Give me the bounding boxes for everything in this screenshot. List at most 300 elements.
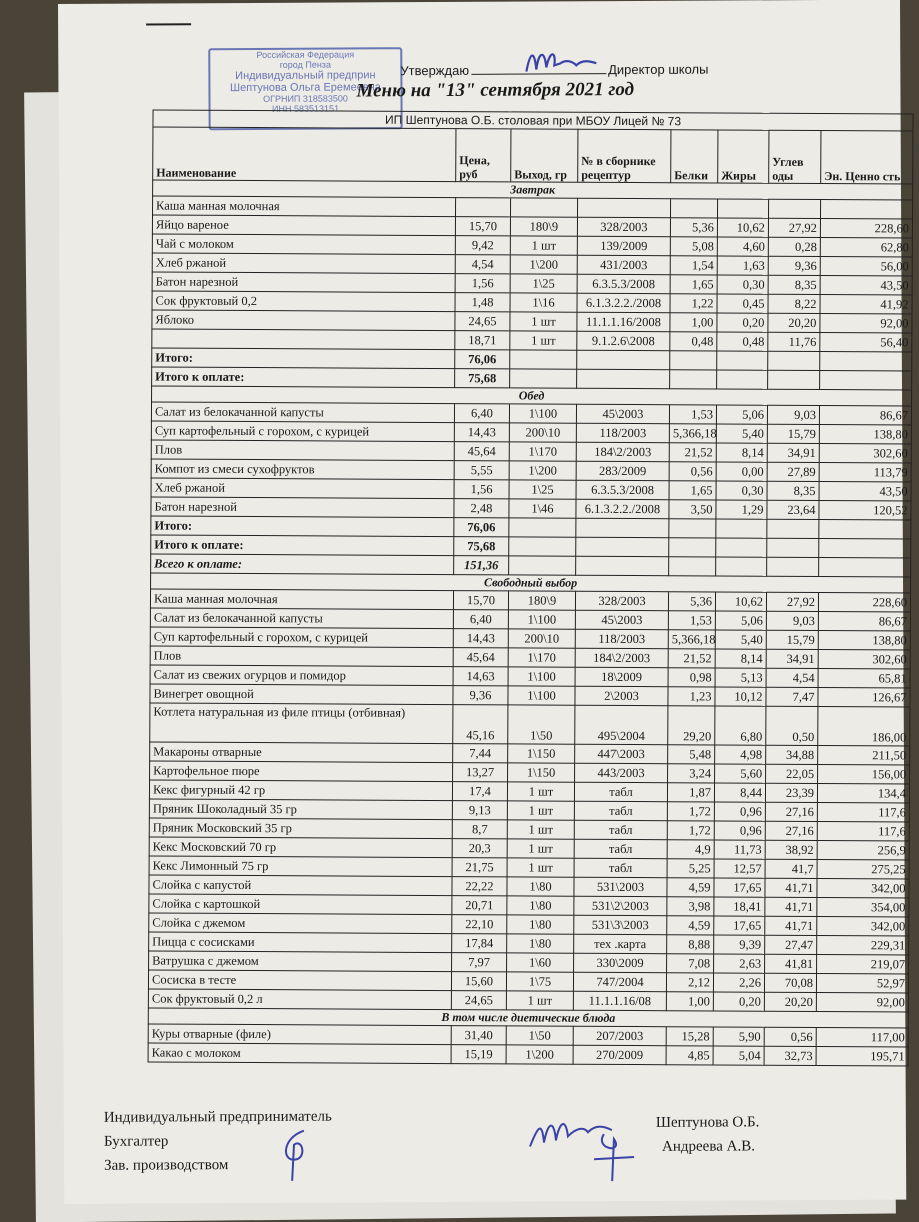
- cell-energy: 195,71: [816, 1046, 908, 1065]
- header-row: [153, 127, 913, 184]
- cell-price: 22,22: [452, 877, 507, 896]
- menu-document: [58, 0, 910, 1204]
- empty-cell: [768, 351, 820, 370]
- cell-dish-name: Хлеб ржаной: [152, 253, 455, 274]
- cell-price: 5,55: [454, 461, 509, 480]
- total-value: 151,36: [454, 556, 509, 575]
- cell-protein: 2,12: [666, 973, 713, 992]
- cell-recipe-number: 6.1.3.2.2./2008: [576, 499, 669, 518]
- cell-recipe-number: 2\2003: [575, 686, 668, 705]
- cell-protein: 3,50: [669, 500, 716, 519]
- cell-price: 15,19: [451, 1045, 506, 1064]
- total-value: 75,68: [455, 369, 510, 388]
- cell-energy: [820, 200, 912, 219]
- cell-dish-name: Салат из белокачанной капусты: [150, 608, 453, 629]
- cell-energy: 134,4: [817, 783, 909, 802]
- cell-carbs: 0,28: [768, 237, 820, 256]
- cell-price: 1,56: [454, 480, 509, 499]
- cell-recipe-number: 6.3.5.3/2008: [576, 480, 669, 499]
- empty-cell: [820, 352, 912, 371]
- cell-yield: 1\200: [510, 255, 577, 274]
- cell-recipe-number: [577, 198, 670, 217]
- empty-cell: [768, 370, 820, 389]
- total-label: Итого к оплате:: [151, 535, 454, 556]
- cell-carbs: 0,56: [764, 1027, 816, 1046]
- cell-dish-name: Кекс Московский 70 гр: [149, 837, 452, 858]
- cell-dish-name: Слойка с джемом: [149, 913, 452, 934]
- cell-price: 24,65: [455, 312, 510, 331]
- empty-cell: [767, 538, 819, 557]
- cell-fat: 1,29: [716, 500, 767, 519]
- cell-dish-name: Батон нарезной: [151, 497, 454, 518]
- total-value: 75,68: [454, 537, 509, 556]
- cell-yield: 1 шт: [510, 236, 577, 255]
- cell-yield: 1\80: [507, 877, 574, 896]
- cell-energy: 92,00: [820, 314, 912, 333]
- cell-fat: 5,60: [715, 764, 766, 783]
- cell-protein: 1,53: [669, 405, 716, 424]
- cell-dish-name: Компот из смеси сухофруктов: [151, 459, 454, 480]
- cell-yield: [510, 198, 577, 217]
- stamp-line: Шептунова Ольга Еремеевна: [229, 81, 381, 95]
- cell-energy: 43,50: [819, 482, 911, 501]
- total-label: Итого:: [151, 516, 454, 537]
- cell-protein: 5,366,18: [669, 424, 716, 443]
- cell-dish-name: Куры отварные (филе): [148, 1024, 451, 1045]
- cell-recipe-number: 443/2003: [575, 763, 668, 782]
- cell-energy: 52,97: [816, 973, 908, 992]
- cell-yield: 1\100: [508, 686, 575, 705]
- cell-yield: 1\170: [508, 648, 575, 667]
- cell-price: 1,48: [455, 293, 510, 312]
- cell-energy: 56,40: [820, 333, 912, 352]
- table-row: [148, 1043, 908, 1066]
- cell-dish-name: Яйцо вареное: [152, 215, 455, 236]
- cell-yield: 180\9: [508, 591, 575, 610]
- cell-energy: 354,00: [817, 897, 909, 916]
- cell-carbs: 8,22: [768, 294, 820, 313]
- empty-cell: [717, 351, 768, 370]
- cell-protein: 5,48: [668, 745, 715, 764]
- cell-protein: 29,20: [668, 706, 715, 745]
- cell-price: 1,56: [455, 274, 510, 293]
- cell-dish-name: Слойка с картошкой: [149, 894, 452, 915]
- cell-carbs: 41,71: [765, 878, 817, 897]
- col-header-energy: Эн. Ценно сть: [821, 131, 913, 184]
- cell-price: 45,16: [453, 705, 508, 744]
- cell-fat: 0,30: [717, 275, 768, 294]
- cell-fat: 1,63: [717, 256, 768, 275]
- cell-price: 31,40: [451, 1026, 506, 1045]
- cell-protein: 0,56: [669, 462, 716, 481]
- cell-protein: 1,00: [666, 992, 713, 1011]
- menu-table: [148, 110, 914, 1067]
- cell-dish-name: Каша манная молочная: [153, 196, 456, 217]
- page-title: Меню на "13" сентября 2021 год: [356, 78, 635, 102]
- approve-position: Директор школы: [608, 61, 709, 78]
- cell-carbs: 41,81: [765, 954, 817, 973]
- cell-fat: 6,80: [715, 706, 766, 745]
- cell-dish-name: Ватрушка с джемом: [149, 951, 452, 972]
- supplier-name: ИП Шептунова О.Б. столовая при МБОУ Лицей № 73: [153, 110, 913, 131]
- cell-recipe-number: 45\2003: [575, 610, 668, 629]
- cell-dish-name: Кекс фигурный 42 гр: [149, 780, 452, 801]
- cell-carbs: 23,64: [767, 500, 819, 519]
- cell-energy: 56,00: [820, 257, 912, 276]
- empty-cell: [819, 520, 911, 539]
- cell-energy: 302,60: [819, 444, 911, 463]
- cell-recipe-number: 45\2003: [576, 404, 669, 423]
- footer-role-entrepreneur: Индивидуальный предприниматель: [103, 1108, 332, 1126]
- cell-protein: 21,52: [668, 649, 715, 668]
- cell-energy: 342,00: [817, 916, 909, 935]
- cell-energy: 228,60: [818, 593, 910, 612]
- cell-energy: 86,67: [819, 406, 911, 425]
- cell-price: 9,13: [452, 801, 507, 820]
- cell-energy: 156,00: [818, 764, 910, 783]
- empty-cell: [669, 557, 716, 576]
- empty-cell: [509, 518, 576, 537]
- section-title: В том числе диетические блюда: [148, 1008, 908, 1028]
- cell-dish-name: Макароны отварные: [150, 742, 453, 763]
- col-header-recipe: № в сборнике рецептур: [578, 129, 671, 182]
- cell-carbs: 34,91: [766, 649, 818, 668]
- empty-cell: [576, 518, 669, 537]
- cell-energy: 92,00: [816, 992, 908, 1011]
- cell-price: 6,40: [453, 610, 508, 629]
- cell-fat: 5,13: [715, 668, 766, 687]
- stamp-line: Индивидуальный предприн: [235, 69, 376, 83]
- cell-fat: 17,65: [714, 878, 765, 897]
- cell-protein: 5,25: [667, 859, 714, 878]
- cell-yield: 1\25: [509, 480, 576, 499]
- cell-carbs: 8,35: [768, 275, 820, 294]
- cell-price: 2,48: [454, 499, 509, 518]
- cell-price: 20,3: [452, 839, 507, 858]
- cell-protein: 7,08: [667, 954, 714, 973]
- cell-recipe-number: 118/2003: [575, 629, 668, 648]
- cell-energy: 120,52: [819, 501, 911, 520]
- cell-recipe-number: 431/2003: [577, 255, 670, 274]
- cell-fat: 12,57: [714, 859, 765, 878]
- cell-fat: 5,06: [716, 405, 767, 424]
- cell-energy: 86,67: [818, 611, 910, 630]
- cell-recipe-number: табл: [574, 839, 667, 858]
- cell-recipe-number: табл: [574, 782, 667, 801]
- cell-energy: 126,67: [818, 687, 910, 706]
- footer-role-accountant: Бухгалтер: [103, 1133, 169, 1150]
- empty-cell: [576, 556, 669, 575]
- stamp-line: ОГРНИП 318583500: [263, 93, 348, 104]
- cell-dish-name: Кекс Лимонный 75 гр: [149, 856, 452, 877]
- cell-recipe-number: тех .карта: [574, 934, 667, 953]
- cell-carbs: 9,03: [766, 611, 818, 630]
- cell-yield: 1\100: [508, 667, 575, 686]
- cell-fat: 18,41: [714, 897, 765, 916]
- empty-cell: [510, 350, 577, 369]
- cell-protein: 1,65: [670, 275, 717, 294]
- empty-cell: [819, 539, 911, 558]
- cell-energy: 302,60: [818, 649, 910, 668]
- cell-price: 6,40: [454, 404, 509, 423]
- cell-price: 15,70: [453, 591, 508, 610]
- cell-carbs: 11,76: [768, 332, 820, 351]
- cell-protein: 1,54: [670, 256, 717, 275]
- cell-fat: 2,26: [713, 973, 764, 992]
- cell-dish-name: Сок фруктовый 0,2 л: [148, 989, 451, 1010]
- cell-dish-name: Пряник Московский 35 гр: [149, 818, 452, 839]
- cell-protein: 3,98: [667, 897, 714, 916]
- cell-carbs: 41,71: [765, 897, 817, 916]
- cell-recipe-number: 328/2003: [575, 591, 668, 610]
- cell-recipe-number: 207/2003: [573, 1026, 666, 1045]
- cell-yield: 1 шт: [506, 991, 573, 1010]
- cell-price: 7,97: [452, 953, 507, 972]
- cell-dish-name: Батон нарезной: [152, 272, 455, 293]
- cell-dish-name: Плов: [150, 646, 453, 667]
- cell-price: 14,43: [453, 629, 508, 648]
- cell-price: 17,4: [452, 782, 507, 801]
- empty-cell: [669, 519, 716, 538]
- cell-fat: 8,14: [716, 443, 767, 462]
- empty-cell: [717, 370, 768, 389]
- cell-protein: 1,87: [667, 783, 714, 802]
- cell-yield: 1 шт: [507, 858, 574, 877]
- cell-energy: 275,25: [817, 859, 909, 878]
- cell-carbs: 0,50: [766, 706, 818, 745]
- cell-recipe-number: 6.3.5.3/2008: [577, 274, 670, 293]
- cell-carbs: 15,79: [767, 424, 819, 443]
- cell-fat: 0,20: [717, 313, 768, 332]
- cell-protein: 21,52: [669, 443, 716, 462]
- cell-yield: 1\50: [508, 705, 575, 744]
- cell-yield: 1\100: [508, 610, 575, 629]
- empty-cell: [716, 519, 767, 538]
- cell-recipe-number: 531\2003: [574, 877, 667, 896]
- cell-yield: 1\200: [509, 461, 576, 480]
- cell-carbs: 27,16: [765, 821, 817, 840]
- cell-price: 13,27: [453, 763, 508, 782]
- cell-carbs: 27,92: [766, 592, 818, 611]
- empty-cell: [576, 537, 669, 556]
- cell-protein: 5,08: [670, 237, 717, 256]
- footer-name-andreeva: Андреева А.В.: [661, 1138, 755, 1155]
- cell-protein: 1,53: [668, 611, 715, 630]
- cell-carbs: 70,08: [764, 973, 816, 992]
- cell-yield: 1\80: [507, 934, 574, 953]
- cell-dish-name: Картофельное пюре: [150, 761, 453, 782]
- cell-recipe-number: табл: [574, 801, 667, 820]
- cell-recipe-number: 531\2\2003: [574, 896, 667, 915]
- cell-price: 22,10: [452, 915, 507, 934]
- cell-energy: 256,9: [817, 840, 909, 859]
- cell-carbs: 34,91: [767, 443, 819, 462]
- stamp-line: ИНН 583513151: [272, 103, 340, 114]
- cell-recipe-number: 184\2/2003: [575, 648, 668, 667]
- cell-energy: 117,6: [817, 802, 909, 821]
- cell-carbs: 7,47: [766, 687, 818, 706]
- section-title: Обед: [152, 386, 912, 406]
- cell-yield: 1\46: [509, 499, 576, 518]
- cell-fat: 10,12: [715, 687, 766, 706]
- cell-yield: 1\200: [506, 1045, 573, 1064]
- pen-mark: [146, 23, 191, 25]
- cell-price: 7,44: [453, 744, 508, 763]
- cell-carbs: 27,16: [765, 802, 817, 821]
- cell-energy: 62,80: [820, 238, 912, 257]
- cell-energy: 229,31: [817, 935, 909, 954]
- cell-dish-name: Чай с молоком: [152, 234, 455, 255]
- empty-cell: [509, 556, 576, 575]
- cell-protein: [670, 199, 717, 218]
- cell-carbs: 41,7: [765, 859, 817, 878]
- cell-dish-name: Какао с молоком: [148, 1043, 451, 1064]
- cell-carbs: 41,71: [765, 916, 817, 935]
- cell-yield: 1 шт: [510, 312, 577, 331]
- cell-energy: 219,07: [817, 954, 909, 973]
- cell-price: 15,70: [455, 217, 510, 236]
- cell-protein: 3,24: [668, 764, 715, 783]
- cell-fat: 8,44: [714, 783, 765, 802]
- cell-protein: 4,9: [667, 840, 714, 859]
- section-title: Свободный выбор: [151, 573, 911, 593]
- cell-fat: 8,14: [715, 649, 766, 668]
- cell-fat: 0,20: [713, 992, 764, 1011]
- cell-energy: 65,81: [818, 668, 910, 687]
- footer-role-production-head: Зав. производством: [104, 1157, 229, 1174]
- cell-dish-name: Плов: [151, 440, 454, 461]
- cell-protein: 5,366,18: [668, 630, 715, 649]
- cell-dish-name: Суп картофельный с горохом, с курицей: [150, 627, 453, 648]
- cell-energy: 113,79: [819, 463, 911, 482]
- cell-protein: 1,65: [669, 481, 716, 500]
- cell-dish-name: Салат из свежих огурцов и помидор: [150, 665, 453, 686]
- cell-yield: 200\10: [509, 423, 576, 442]
- cell-yield: 1\16: [510, 293, 577, 312]
- cell-energy: 41,92: [820, 295, 912, 314]
- cell-protein: 1,72: [667, 821, 714, 840]
- col-header-yield: Выход, гр: [511, 129, 578, 182]
- cell-protein: 4,59: [667, 878, 714, 897]
- cell-yield: 1\75: [506, 972, 573, 991]
- cell-yield: 1\150: [508, 744, 575, 763]
- cell-protein: 4,85: [666, 1046, 713, 1065]
- section-title: Завтрак: [153, 180, 913, 200]
- cell-carbs: 23,39: [765, 783, 817, 802]
- empty-cell: [716, 538, 767, 557]
- cell-yield: 1\60: [507, 953, 574, 972]
- cell-fat: 0,00: [716, 462, 767, 481]
- cell-fat: 5,40: [715, 630, 766, 649]
- cell-price: 21,75: [452, 858, 507, 877]
- cell-dish-name: Котлета натуральная из филе птицы (отбивная): [150, 703, 453, 744]
- empty-cell: [669, 538, 716, 557]
- cell-yield: 1\25: [510, 274, 577, 293]
- cell-carbs: 27,89: [767, 462, 819, 481]
- total-value: 76,06: [455, 350, 510, 369]
- cell-recipe-number: 11.1.1.16/2008: [577, 312, 670, 331]
- cell-price: 15,60: [451, 972, 506, 991]
- cell-yield: 1 шт: [507, 801, 574, 820]
- empty-cell: [577, 350, 670, 369]
- accountant-signature-icon: [584, 1129, 644, 1184]
- cell-energy: 117,00: [816, 1027, 908, 1046]
- cell-yield: 1 шт: [510, 331, 577, 350]
- empty-cell: [510, 369, 577, 388]
- cell-yield: 1\80: [507, 915, 574, 934]
- empty-cell: [819, 558, 911, 577]
- cell-fat: 5,40: [716, 424, 767, 443]
- cell-recipe-number: 328/2003: [577, 217, 670, 236]
- director-signature-icon: [520, 43, 600, 77]
- empty-cell: [509, 537, 576, 556]
- cell-dish-name: Яблоко: [152, 310, 455, 331]
- cell-yield: 1\50: [506, 1026, 573, 1045]
- cell-dish-name: Сосиска в тесте: [148, 970, 451, 991]
- cell-dish-name: Сок фруктовый 0,2: [152, 291, 455, 312]
- cell-price: 20,71: [452, 896, 507, 915]
- cell-recipe-number: 270/2009: [573, 1045, 666, 1064]
- cell-price: [455, 198, 510, 217]
- cell-recipe-number: 184\2/2003: [576, 442, 669, 461]
- cell-protein: 8,88: [667, 935, 714, 954]
- cell-energy: 342,00: [817, 878, 909, 897]
- empty-cell: [716, 557, 767, 576]
- cell-carbs: 9,03: [767, 405, 819, 424]
- col-header-fat: Жиры: [718, 130, 769, 183]
- cell-dish-name: Суп картофельный с горохом, с курицей: [151, 421, 454, 442]
- cell-fat: 0,48: [717, 332, 768, 351]
- cell-yield: 200\10: [508, 629, 575, 648]
- cell-yield: 1\100: [509, 404, 576, 423]
- cell-recipe-number: 9.1.2.6\2008: [577, 331, 670, 350]
- cell-energy: 43,50: [820, 276, 912, 295]
- cell-recipe-number: 531\3\2003: [574, 915, 667, 934]
- cell-fat: 4,60: [717, 237, 768, 256]
- cell-dish-name: Каша манная молочная: [150, 589, 453, 610]
- cell-energy: 186,00: [818, 706, 910, 745]
- footer-name-sheptunova: Шептунова О.Б.: [655, 1114, 760, 1131]
- cell-carbs: 32,73: [764, 1046, 816, 1065]
- cell-yield: 180\9: [510, 217, 577, 236]
- cell-recipe-number: табл: [574, 820, 667, 839]
- cell-recipe-number: 283/2009: [576, 461, 669, 480]
- cell-energy: 228,60: [820, 219, 912, 238]
- cell-price: 18,71: [455, 331, 510, 350]
- cell-energy: 117,6: [817, 821, 909, 840]
- cell-price: 9,36: [453, 686, 508, 705]
- cell-recipe-number: 139/2009: [577, 236, 670, 255]
- cell-fat: 0,96: [714, 821, 765, 840]
- cell-dish-name: Пряник Шоколадный 35 гр: [149, 799, 452, 820]
- cell-recipe-number: 6.1.3.2.2./2008: [577, 293, 670, 312]
- cell-carbs: 9,36: [768, 256, 820, 275]
- cell-recipe-number: 495\2004: [575, 705, 668, 744]
- cell-protein: 1,72: [667, 802, 714, 821]
- cell-price: 9,42: [455, 236, 510, 255]
- cell-yield: 1 шт: [507, 782, 574, 801]
- cell-fat: 5,90: [713, 1027, 764, 1046]
- cell-carbs: 22,05: [766, 764, 818, 783]
- cell-fat: 5,06: [715, 611, 766, 630]
- cell-recipe-number: 747/2004: [573, 972, 666, 991]
- cell-energy: 138,80: [819, 425, 911, 444]
- cell-protein: 1,23: [668, 687, 715, 706]
- total-value: 76,06: [454, 518, 509, 537]
- cell-carbs: 27,92: [768, 218, 820, 237]
- cell-protein: 4,59: [667, 916, 714, 935]
- col-header-price: Цена, руб: [456, 129, 511, 182]
